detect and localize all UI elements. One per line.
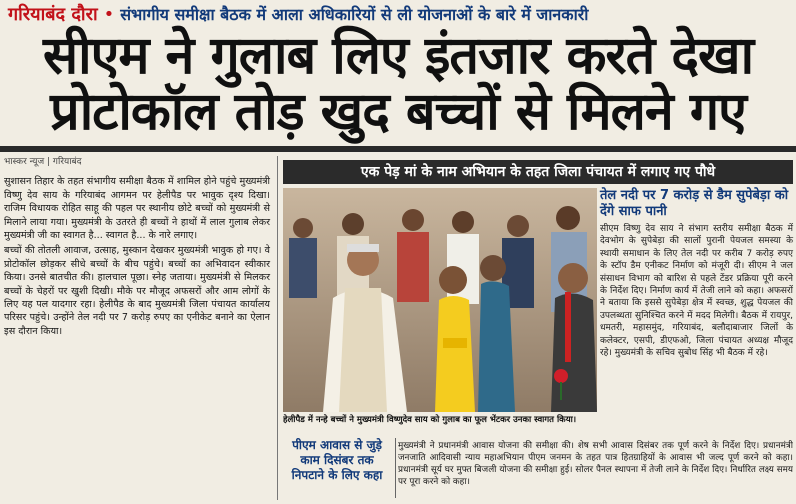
photo-banner: एक पेड़ मां के नाम अभियान के तहत जिला पंचायत में लगाए गए पौधे [283,160,793,184]
sidebar-story [600,188,793,412]
news-photo [283,188,597,412]
bottom-story-headline: पीएम आवास से जुड़े काम दिसंबर तक निपटाने के लिए कहा [283,438,396,498]
subheadline: संभागीय समीक्षा बैठक में आला अधिकारियों से ली योजनाओं के बारे में जानकारी [120,5,589,24]
article-column-1 [4,156,270,496]
paragraph-2: बच्चों की तोतली आवाज, उत्साह, मुस्कान देखकर मुख्यमंत्री भावुक हो गए। वे प्रोटोकॉल छोड़कर सीधे बच्चों के बीच पहुंचे। बच्चों का अभिवादन स्वीकार किया। उनसे बातचीत की। हालचाल पूछा। स्नेह जताया। मुख्यमंत्री से मिलकर बच्चों के चेहरों पर खुशी दिखी। मौके पर मौजूद अफसरों और आम लोगों के लिए यह पल यादगार रहा। हेलीपैड के बाद मुख्यमंत्री जिला पंचायत कार्यालय परिसर पहुंचे। उन्होंने तेल नदी पर 7 करोड़ रुपए का एनीकेट बनाने का ऐलान इस दौरान किया। [4,245,270,337]
bullet-separator: • [103,3,115,25]
section-tag: गरियाबंद दौरा [8,4,98,25]
column-divider [277,156,278,500]
paragraph-1: सुशासन तिहार के तहत संभागीय समीक्षा बैठक में शामिल होने पहुंचे मुख्यमंत्री विष्णु देव साय के गरियाबंद आगमन पर हेलीपैड पर भावुक दृश्य दिखा। राजिम विधायक रोहित साहू की पहल पर स्थानीय छोटे बच्चों को मुख्यमंत्री से मिलाने लाया गया। मुख्यमंत्री के उतरते ही बच्चों ने हाथों में लाल गुलाब लेकर मुख्यमंत्री जी का स्वागत है... स्वागत है... के नारे लगाए। [4,176,270,242]
topline [0,0,796,28]
headline-line-1: सीएम ने गुलाब लिए इंतजार करते देखा [42,26,754,86]
photo-illustration [283,188,597,412]
headline-line-2: प्रोटोकॉल तोड़ खुद बच्चों से मिलने गए [50,82,746,142]
sidebar-headline: तेल नदी पर 7 करोड़ से डैम सुपेबेड़ा को देंगे साफ पानी [600,188,789,219]
bottom-story-text: मुख्यमंत्री ने प्रधानमंत्री आवास योजना की समीक्षा की। शेष सभी आवास दिसंबर तक पूर्ण करने के निर्देश दिए। प्रधानमंत्री जनजाति आदिवासी न्याय महाअभियान पीएम जनमन के तहत पात्र हितग्राहियों के आवास भी जल्द पूर्ण करने को कहा। प्रधानमंत्री सूर्य घर मुफ्त बिजली योजना की समीक्षा हुई। सोलर पैनल स्थापना में तेजी लाने के निर्देश दिए। निर्धारित लक्ष्य समय पर पूरा करने को कहा। [398,441,793,487]
photo-caption: हेलीपैड में नन्हे बच्चों ने मुख्यमंत्री विष्णुदेव साय को गुलाब का फूल भेंटकर उनका स्वागत किया। [283,415,577,425]
sidebar-text: सीएम विष्णु देव साय ने संभाग स्तरीय समीक्षा बैठक में देवभोग के सुपेबेड़ा की सालों पुरानी पेयजल समस्या के स्थायी समाधान के लिए तेल नदी पर करीब 7 करोड़ रुपए के स्टॉप डैम एनीकट निर्माण को मंजूरी दी। सीएम ने जल संसाधन विभाग को बारिश से पहले टेंडर प्रक्रिया पूरी करने के निर्देश दिए। निर्माण कार्य में तेजी लाने को कहा। अफसरों ने बताया कि इससे सुपेबेड़ा क्षेत्र में स्वच्छ, शुद्ध पेयजल की उपलब्धता सुनिश्चित करने में मदद मिलेगी। बैठक में रायपुर, धमतरी, महासमुंद, गरियाबंद, बलौदाबाजार जिलों के कलेक्टर, एसपी, डीएफओ, जिला पंचायत अध्यक्ष मौजूद रहे। मुख्यमंत्री के सचिव सुबोध सिंह भी बैठक में रहे। [600,224,793,359]
byline: भास्कर न्यूज | गरियाबंद [4,157,82,167]
headline-rule [0,146,796,152]
